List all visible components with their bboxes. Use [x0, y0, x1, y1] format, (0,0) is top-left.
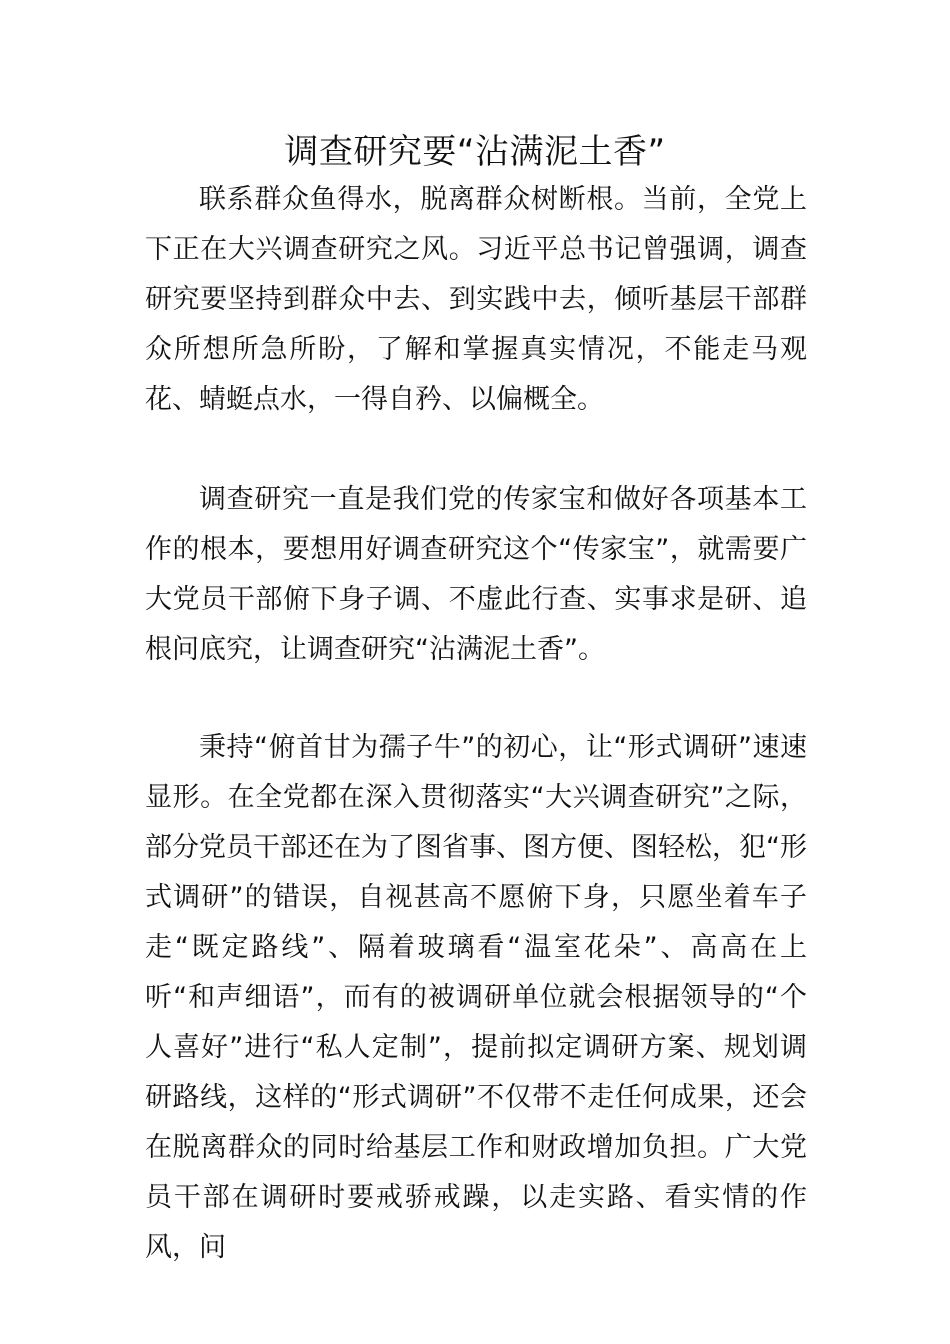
document-title: 调查研究要“沾满泥土香” [284, 132, 666, 172]
paragraph-1: 联系群众鱼得水，脱离群众树断根。当前，全党上下正在大兴调查研究之风。习近平总书记曾强调，调查研究要坚持到群众中去、到实践中去，倾听基层干部群众所想所急所盼，了解和掌握真实情况，不能走马观花、蜻蜓点水，一得自矜、以偏概全。 [145, 184, 807, 415]
paragraph-2: 调查研究一直是我们党的传家宝和做好各项基本工作的根本，要想用好调查研究这个“传家宝”，就需要广大党员干部俯下身子调、不虚此行查、实事求是研、追根问底究，让调查研究“沾满泥土香”。 [145, 484, 807, 665]
paragraph-3: 秉持“俯首甘为孺子牛”的初心，让“形式调研”速速显形。在全党都在深入贯彻落实“大兴调查研究”之际，部分党员干部还在为了图省事、图方便、图轻松，犯“形式调研”的错误，自视甚高不愿俯下身，只愿坐着车子走“既定路线”、隔着玻璃看“温室花朵”、高高在上听“和声细语”，而有的被调研单位就会根据领导的“个人喜好”进行“私人定制”，提前拟定调研方案、规划调研路线，这样的“形式调研”不仅带不走任何成果，还会在脱离群众的同时给基层工作和财政增加负担。广大党员干部在调研时要戒骄戒躁，以走实路、看实情的作风，问 [145, 732, 807, 1263]
